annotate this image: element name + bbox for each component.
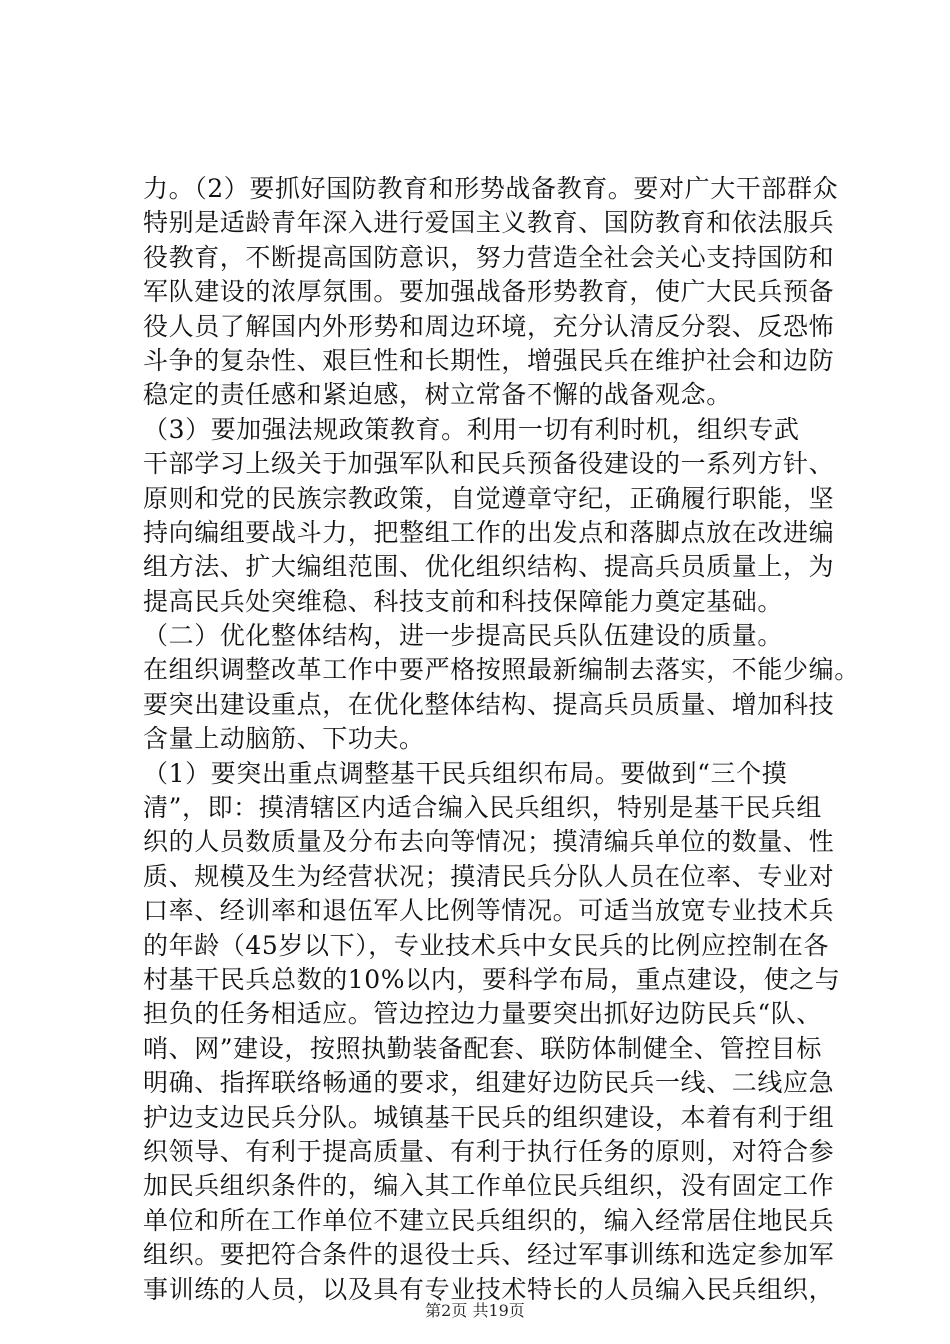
text-line: 清”，即：摸清辖区内适合编入民兵组织，特别是基干民兵组 (143, 793, 822, 823)
text-line: 口率、经训率和退伍军人比例等情况。可适当放宽专业技术兵 (143, 896, 835, 926)
text-line: 干部学习上级关于加强军队和民兵预备役建设的一系列方针、 (143, 449, 835, 479)
text-line: 担负的任务相适应。管边控边力量要突出抓好边防民兵“队、 (143, 999, 822, 1029)
text-line: （二）优化整体结构，进一步提高民兵队伍建设的质量。 (143, 621, 784, 651)
text-line: 哨、网”建设，按照执勤装备配套、联防体制健全、管控目标 (143, 1033, 822, 1063)
text-line: 含量上动脑筋、下功夫。 (143, 724, 425, 754)
text-line: 特别是适龄青年深入进行爱国主义教育、国防教育和依法服兵 (143, 208, 835, 238)
text-line: 力。（2）要抓好国防教育和形势战备教育。要对广大干部群众 (143, 174, 839, 203)
page-footer: 第2页 共19页 (425, 1301, 525, 1320)
text-line: 村基干民兵总数的10%以内，要科学布局，重点建设，使之与 (143, 964, 841, 994)
text-line: 斗争的复杂性、艰巨性和长期性，增强民兵在维护社会和边防 (143, 345, 835, 375)
text-line: 织的人员数质量及分布去向等情况；摸清编兵单位的数量、性 (143, 827, 835, 857)
text-line: 在组织调整改革工作中要严格按照最新编制去落实，不能少编。 (143, 655, 860, 685)
text-line: 原则和党的民族宗教政策，自觉遵章守纪，正确履行职能，坚 (143, 483, 835, 513)
text-line: 稳定的责任感和紧迫感，树立常备不懈的战备观念。 (143, 380, 732, 410)
text-line: 提高民兵处突维稳、科技支前和科技保障能力奠定基础。 (143, 586, 784, 616)
text-line: 要突出建设重点，在优化整体结构、提高兵员质量、增加科技 (143, 689, 835, 719)
text-line: 护边支边民兵分队。城镇基干民兵的组织建设，本着有利于组 (143, 1102, 835, 1132)
text-line: 组织。要把符合条件的退役士兵、经过军事训练和选定参加军 (143, 1240, 835, 1270)
text-line: 质、规模及生为经营状况；摸清民兵分队人员在位率、专业对 (143, 861, 835, 891)
text-line: 的年龄（45岁以下），专业技术兵中女民兵的比例应控制在各 (143, 930, 830, 960)
text-line: 明确、指挥联络畅通的要求，组建好边防民兵一线、二线应急 (143, 1068, 835, 1098)
text-line: 军队建设的浓厚氛围。要加强战备形势教育，使广大民兵预备 (143, 277, 835, 307)
text-line: 单位和所在工作单位不建立民兵组织的，编入经常居住地民兵 (143, 1205, 835, 1235)
text-line: 持向编组要战斗力，把整组工作的出发点和落脚点放在改进编 (143, 517, 835, 547)
text-line: （3）要加强法规政策教育。利用一切有利时机，组织专武 (143, 414, 800, 444)
text-line: 役教育，不断提高国防意识，努力营造全社会关心支持国防和 (143, 242, 835, 272)
text-line: 事训练的人员，以及具有专业技术特长的人员编入民兵组织， (143, 1274, 835, 1304)
text-line: 加民兵组织条件的，编入其工作单位民兵组织，没有固定工作 (143, 1171, 835, 1201)
text-line: （1）要突出重点调整基干民兵组织布局。要做到“三个摸 (143, 758, 788, 788)
body-text (143, 172, 860, 1307)
text-line: 织领导、有利于提高质量、有利于执行任务的原则，对符合参 (143, 1136, 835, 1166)
text-line: 组方法、扩大编组范围、优化组织结构、提高兵员质量上，为 (143, 552, 835, 582)
text-line: 役人员了解国内外形势和周边环境，充分认清反分裂、反恐怖 (143, 311, 835, 341)
